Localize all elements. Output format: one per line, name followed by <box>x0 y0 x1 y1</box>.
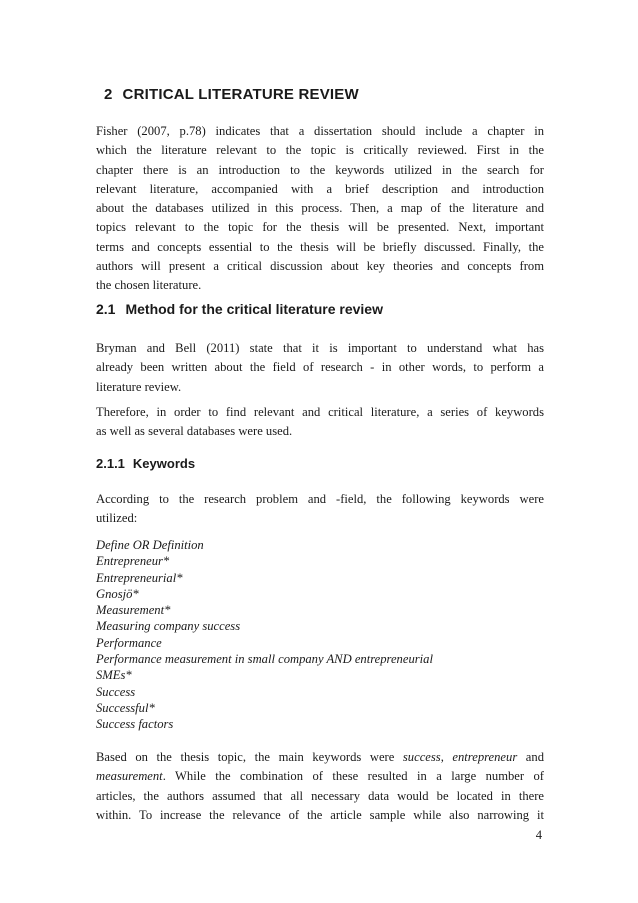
keyword-item: Success factors <box>96 717 174 732</box>
text-line <box>96 767 544 786</box>
chapter-heading <box>104 86 359 103</box>
subsection-heading <box>96 456 195 471</box>
chapter-number: 2 <box>104 86 113 103</box>
text-line: articles, the authors assumed that all necessary data would be located in there <box>96 788 544 803</box>
text-run: Based on the thesis topic, the main keywords were <box>96 750 403 764</box>
text-line: topics relevant to the topic for the thesis will be presented. Next, important <box>96 220 544 235</box>
text-line: chapter there is an introduction to the keywords utilized in the search for <box>96 162 544 177</box>
keyword-item: Define OR Definition <box>96 538 204 552</box>
emphasis-success: success <box>402 750 441 764</box>
method-paragraph <box>96 339 544 397</box>
emphasis-measurement: measurement <box>96 769 163 784</box>
text-line: the chosen literature. <box>96 278 202 293</box>
keywords-intro-paragraph <box>96 403 544 442</box>
keyword-item: Measuring company success <box>96 619 241 634</box>
text-line: as well as several databases were used. <box>96 424 293 439</box>
keyword-item: Entrepreneurial* <box>96 570 183 585</box>
text-run: and <box>517 750 544 764</box>
intro-paragraph <box>96 122 544 296</box>
text-line: terms and concepts essential to the thesis will be briefly discussed. Finally, the <box>96 239 544 254</box>
keyword-item: Success <box>96 684 136 699</box>
keyword-item: Measurement* <box>96 603 171 618</box>
text-line: about the databases utilized in this process. Then, a map of the literature and <box>96 201 544 216</box>
text-line: Fisher (2007, p.78) indicates that a dissertation should include a chapter in <box>96 124 544 138</box>
text-line: already been written about the field of research - in other words, to perform a <box>96 360 544 375</box>
text-line: Bryman and Bell (2011) state that it is important to understand what has <box>96 341 544 355</box>
keyword-item: SMEs* <box>96 668 132 683</box>
text-line: Therefore, in order to find relevant and critical literature, a series of keywords <box>96 405 544 419</box>
emphasis-entrepreneur: entrepreneur <box>452 750 518 764</box>
text-line <box>96 748 544 767</box>
page-number: 4 <box>535 828 542 842</box>
text-line: relevant literature, accompanied with a brief description and introduction <box>96 181 544 196</box>
keyword-item: Gnosjö* <box>96 586 139 601</box>
subsection-title: Keywords <box>132 456 196 471</box>
chapter-title: CRITICAL LITERATURE REVIEW <box>122 86 359 103</box>
keyword-item: Entrepreneur* <box>96 554 170 569</box>
text-line: According to the research problem and -field, the following keywords were <box>96 492 544 506</box>
keyword-item: Performance <box>96 635 162 650</box>
text-line: utilized: <box>96 511 138 526</box>
text-line: which the literature relevant to the topic is critically reviewed. First in the <box>96 143 544 158</box>
research-problem-paragraph <box>96 490 544 529</box>
text-line: authors will present a critical discussion about key theories and concepts from <box>96 259 544 274</box>
keyword-list <box>96 537 544 733</box>
text-run: . While the combination of these resulted in a large number of <box>162 769 544 784</box>
subsection-number: 2.1.1 <box>96 456 125 471</box>
keyword-item: Performance measurement in small company AND entrepreneurial <box>96 652 433 667</box>
text-run: , <box>440 750 453 764</box>
text-line: within. To increase the relevance of the article sample while also narrowing it <box>96 807 544 822</box>
closing-paragraph <box>96 748 544 825</box>
text-line: literature review. <box>96 379 182 394</box>
section-heading <box>96 301 383 317</box>
section-title: Method for the critical literature review <box>125 301 383 317</box>
section-number: 2.1 <box>96 301 116 317</box>
keyword-item: Successful* <box>96 700 155 715</box>
